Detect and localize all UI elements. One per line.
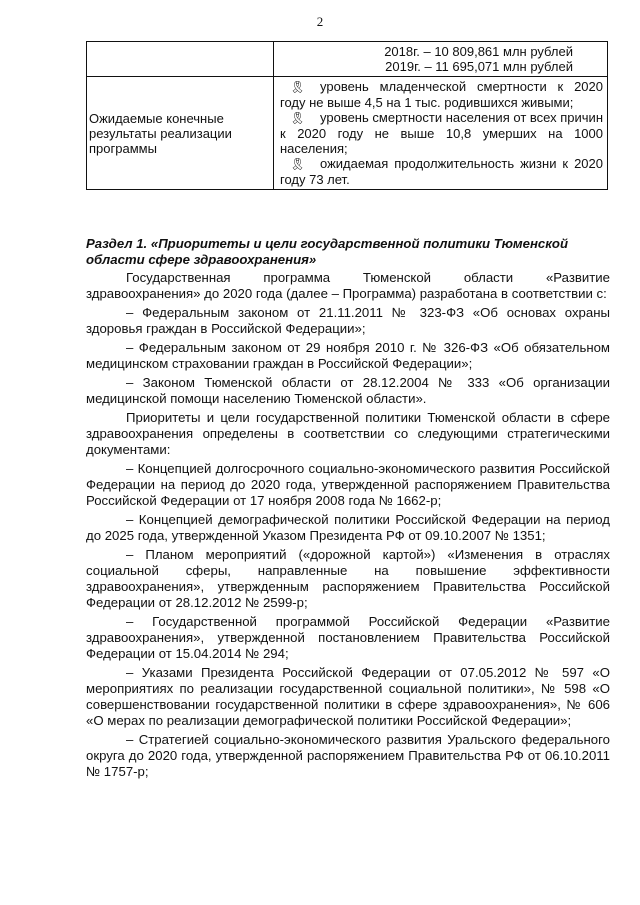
- paragraph: – Федеральным законом от 29 ноября 2010 г. № 326-ФЗ «Об обязательном медицинском страховании граждан в Российской Федерации»;: [86, 340, 610, 371]
- paragraph: – Указами Президента Российской Федерации от 07.05.2012 № 597 «О мероприятиях по реализации государственной социальной политики», № 598 «О совершенствовании государственной политики в сфере здравоохранения», № 606 «О мерах по реализации демографической политики Российской Федерации»;: [86, 665, 610, 728]
- budget-line: 2019г. – 11 695,071 млн рублей: [385, 59, 573, 74]
- results-cell: [274, 77, 608, 190]
- result-item: [280, 79, 603, 110]
- program-passport-table: [86, 41, 608, 190]
- result-text: уровень смертности населения от всех причин к 2020 году не выше 10,8 умерших на 1000 населения;: [280, 110, 603, 156]
- page-number: 2: [316, 14, 324, 29]
- paragraph: Государственная программа Тюменской области «Развитие здравоохранения» до 2020 года (далее – Программа) разработана в соответствии с:: [86, 270, 610, 301]
- table-cell-empty: [87, 42, 274, 77]
- ribbon-icon: 🎗: [290, 111, 306, 125]
- budget-cell: [274, 42, 608, 77]
- table-row: [87, 42, 608, 77]
- result-text: ожидаемая продолжительность жизни к 2020 году 73 лет.: [280, 156, 603, 187]
- paragraph: – Планом мероприятий («дорожной картой») «Изменения в отраслях социальной сферы, направленные на повышение эффективности здравоохранения», утвержденным распоряжением Правительства Российской Федерации от 28.12.2012 № 2599-р;: [86, 547, 610, 610]
- ribbon-icon: 🎗: [290, 80, 306, 94]
- section-body: [86, 270, 610, 783]
- table-row: [87, 77, 608, 190]
- paragraph: – Концепцией демографической политики Российской Федерации на период до 2025 года, утвержденной Указом Президента РФ от 09.10.2007 № 1351;: [86, 512, 610, 543]
- paragraph: – Концепцией долгосрочного социально-экономического развития Российской Федерации на период до 2020 года, утвержденной распоряжением Правительства Российской Федерации от 17 ноября 2008 года № 1662-р;: [86, 461, 610, 508]
- paragraph: – Государственной программой Российской Федерации «Развитие здравоохранения», утвержденной постановлением Правительства Российской Федерации от 15.04.2014 № 294;: [86, 614, 610, 661]
- ribbon-icon: 🎗: [290, 157, 306, 171]
- result-item: [280, 110, 603, 156]
- section-heading: Раздел 1. «Приоритеты и цели государственной политики Тюменской области сфере здравоохранения»: [86, 236, 569, 267]
- paragraph: – Стратегией социально-экономического развития Уральского федерального округа до 2020 года, утвержденной распоряжением Правительства РФ от 06.10.2011 № 1757-р;: [86, 732, 610, 779]
- budget-line: 2018г. – 10 809,861 млн рублей: [384, 44, 573, 59]
- paragraph: Приоритеты и цели государственной политики Тюменской области в сфере здравоохранения определены в соответствии со следующими стратегическими документами:: [86, 410, 610, 457]
- result-item: [280, 156, 603, 187]
- results-label: Ожидаемые конечные результаты реализации программы: [87, 77, 274, 190]
- paragraph: – Законом Тюменской области от 28.12.2004 № 333 «Об организации медицинской помощи населению Тюменской области».: [86, 375, 610, 406]
- result-text: уровень младенческой смертности к 2020 году не выше 4,5 на 1 тыс. родившихся живыми;: [280, 79, 603, 110]
- paragraph: – Федеральным законом от 21.11.2011 № 323-ФЗ «Об основах охраны здоровья граждан в Российской Федерации»;: [86, 305, 610, 336]
